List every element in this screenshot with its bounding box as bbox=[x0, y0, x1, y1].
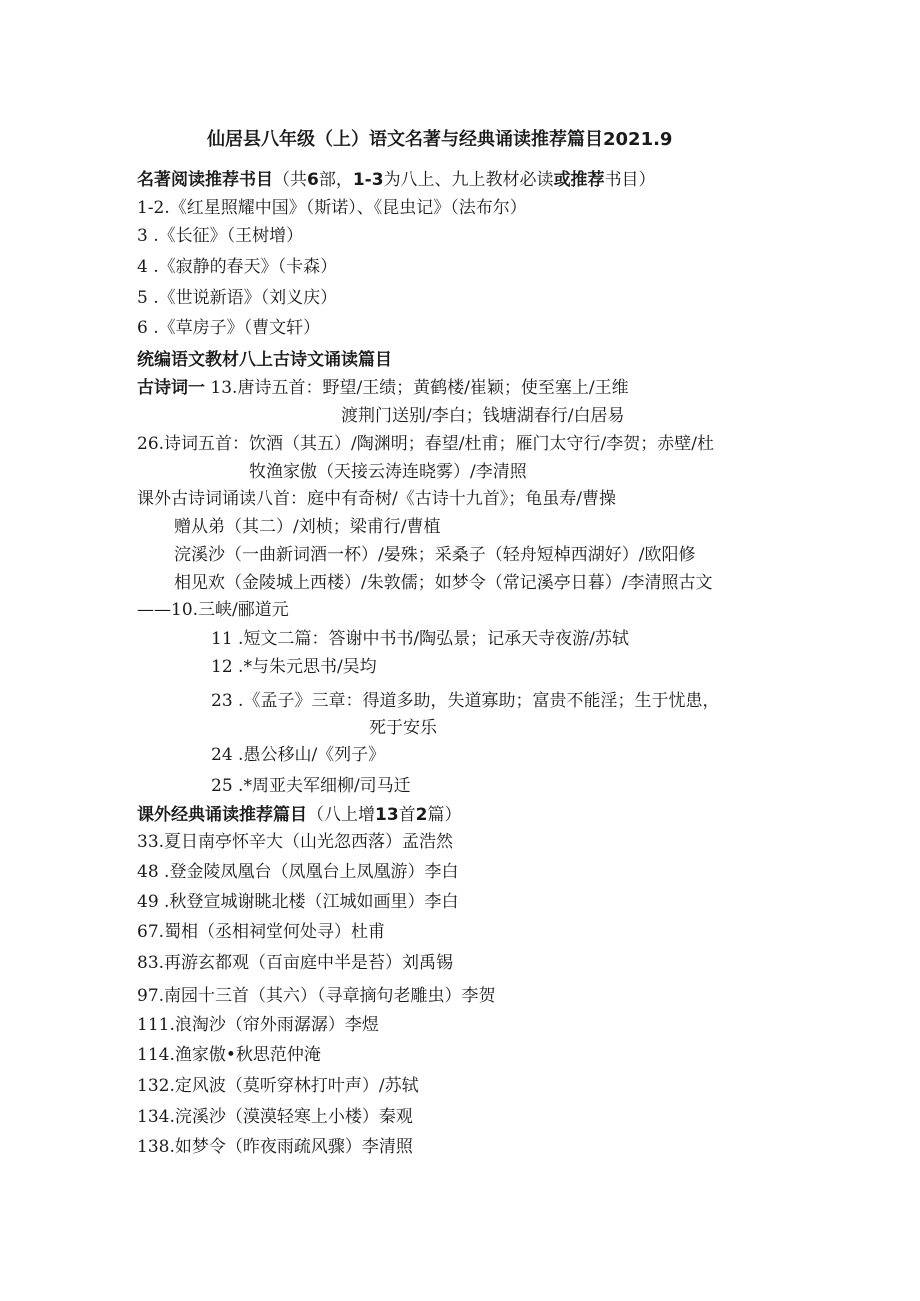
heading-note: （共 bbox=[273, 170, 307, 190]
heading-range: 1-3 bbox=[352, 170, 384, 190]
poem-group-label: 古诗词一 bbox=[137, 378, 205, 398]
poem-line: 23 .《孟子》三章：得道多助，失道寡助；富贵不能淫；生于忧患， bbox=[211, 691, 720, 711]
poem-line: 26.诗词五首：饮酒（其五）/陶渊明；春望/杜甫；雁门太守行/李贺；赤壁/杜 bbox=[137, 434, 714, 454]
heading-note: 书目） bbox=[604, 170, 656, 190]
page-title: 仙居县八年级（上）语文名著与经典诵读推荐篇目2021.9 bbox=[207, 129, 673, 150]
poem-line: 25 .*周亚夫军细柳/司马迁 bbox=[211, 776, 411, 796]
poem-line-text: 13.唐诗五首：野望/王绩；黄鹤楼/崔颖；使至塞上/王维 bbox=[210, 378, 629, 398]
recite-item: 114.渔家傲•秋思范仲淹 bbox=[137, 1045, 321, 1065]
section-heading-textbook: 统编语文教材八上古诗文诵读篇目 bbox=[137, 350, 392, 370]
heading-note: 为八上、九上教材必读 bbox=[383, 170, 554, 190]
poem-line: 相见欢（金陵城上西楼）/朱敦儒；如梦令（常记溪亭日暮）/李清照古文 bbox=[174, 573, 713, 593]
book-item: 1-2.《红星照耀中国》（斯诺）、《昆虫记》（法布尔） bbox=[137, 198, 527, 218]
recite-item: 132.定风波（莫听穿林打叶声）/苏轼 bbox=[137, 1076, 419, 1096]
book-item: 6 .《草房子》（曹文轩） bbox=[137, 318, 321, 338]
poem-line: 牧渔家傲（天接云涛连晓雾）/李清照 bbox=[249, 462, 527, 482]
recite-item: 67.蜀相（丞相祠堂何处寻）杜甫 bbox=[137, 922, 386, 942]
poem-line: 渡荆门送别/李白；钱塘湖春行/白居易 bbox=[341, 406, 625, 426]
poem-line: 赠从弟（其二）/刘桢；梁甫行/曹植 bbox=[174, 517, 441, 537]
poem-line: 24 .愚公移山/《列子》 bbox=[211, 745, 386, 765]
poem-line: 死于安乐 bbox=[369, 718, 437, 738]
poem-line: 课外古诗词诵读八首：庭中有奇树/《古诗十九首》；龟虽寿/曹操 bbox=[137, 489, 616, 509]
heading-note: （八上增 bbox=[307, 805, 375, 825]
heading-note: 首 bbox=[398, 805, 416, 825]
poem-line: 12 .*与朱元思书/吴均 bbox=[211, 657, 377, 677]
poem-line: 浣溪沙（一曲新词酒一杯）/晏殊；采桑子（轻舟短棹西湖好）/欧阳修 bbox=[174, 545, 696, 565]
recite-item: 138.如梦令（昨夜雨疏风骤）李清照 bbox=[137, 1137, 413, 1157]
heading-emphasis: 或推荐 bbox=[553, 170, 605, 190]
section-heading-classics bbox=[137, 168, 656, 192]
heading-note: 部， bbox=[318, 170, 353, 190]
book-item: 4 .《寂静的春天》（卡森） bbox=[137, 257, 338, 277]
recite-item: 83.再游玄都观（百亩庭中半是苔）刘禹锡 bbox=[137, 953, 454, 973]
book-item: 5 .《世说新语》（刘义庆） bbox=[137, 288, 338, 308]
heading-text: 课外经典诵读推荐篇目 bbox=[137, 805, 307, 825]
heading-count: 13 bbox=[375, 805, 399, 825]
poem-line bbox=[137, 376, 629, 400]
poem-line: 11 .短文二篇：答谢中书书/陶弘景；记承天寺夜游/苏轼 bbox=[211, 629, 629, 649]
heading-note: 篇） bbox=[427, 805, 462, 825]
poem-line: ——10.三峡/郦道元 bbox=[137, 600, 289, 620]
recite-item: 33.夏日南亭怀辛大（山光忽西落）孟浩然 bbox=[137, 832, 454, 852]
recite-item: 48 .登金陵凤凰台（凤凰台上凤凰游）李白 bbox=[137, 862, 459, 882]
heading-count: 6 bbox=[307, 170, 319, 190]
heading-text: 名著阅读推荐书目 bbox=[137, 170, 273, 190]
section-heading-extracurricular bbox=[137, 803, 462, 827]
recite-item: 97.南园十三首（其六）（寻章摘句老雕虫）李贺 bbox=[137, 986, 496, 1006]
recite-item: 111.浪淘沙（帘外雨潺潺）李煜 bbox=[137, 1015, 379, 1035]
recite-item: 134.浣溪沙（漠漠轻寒上小楼）秦观 bbox=[137, 1107, 413, 1127]
recite-item: 49 .秋登宣城谢眺北楼（江城如画里）李白 bbox=[137, 892, 459, 912]
book-item: 3 .《长征》（王树增） bbox=[137, 226, 304, 246]
heading-count: 2 bbox=[415, 805, 428, 825]
